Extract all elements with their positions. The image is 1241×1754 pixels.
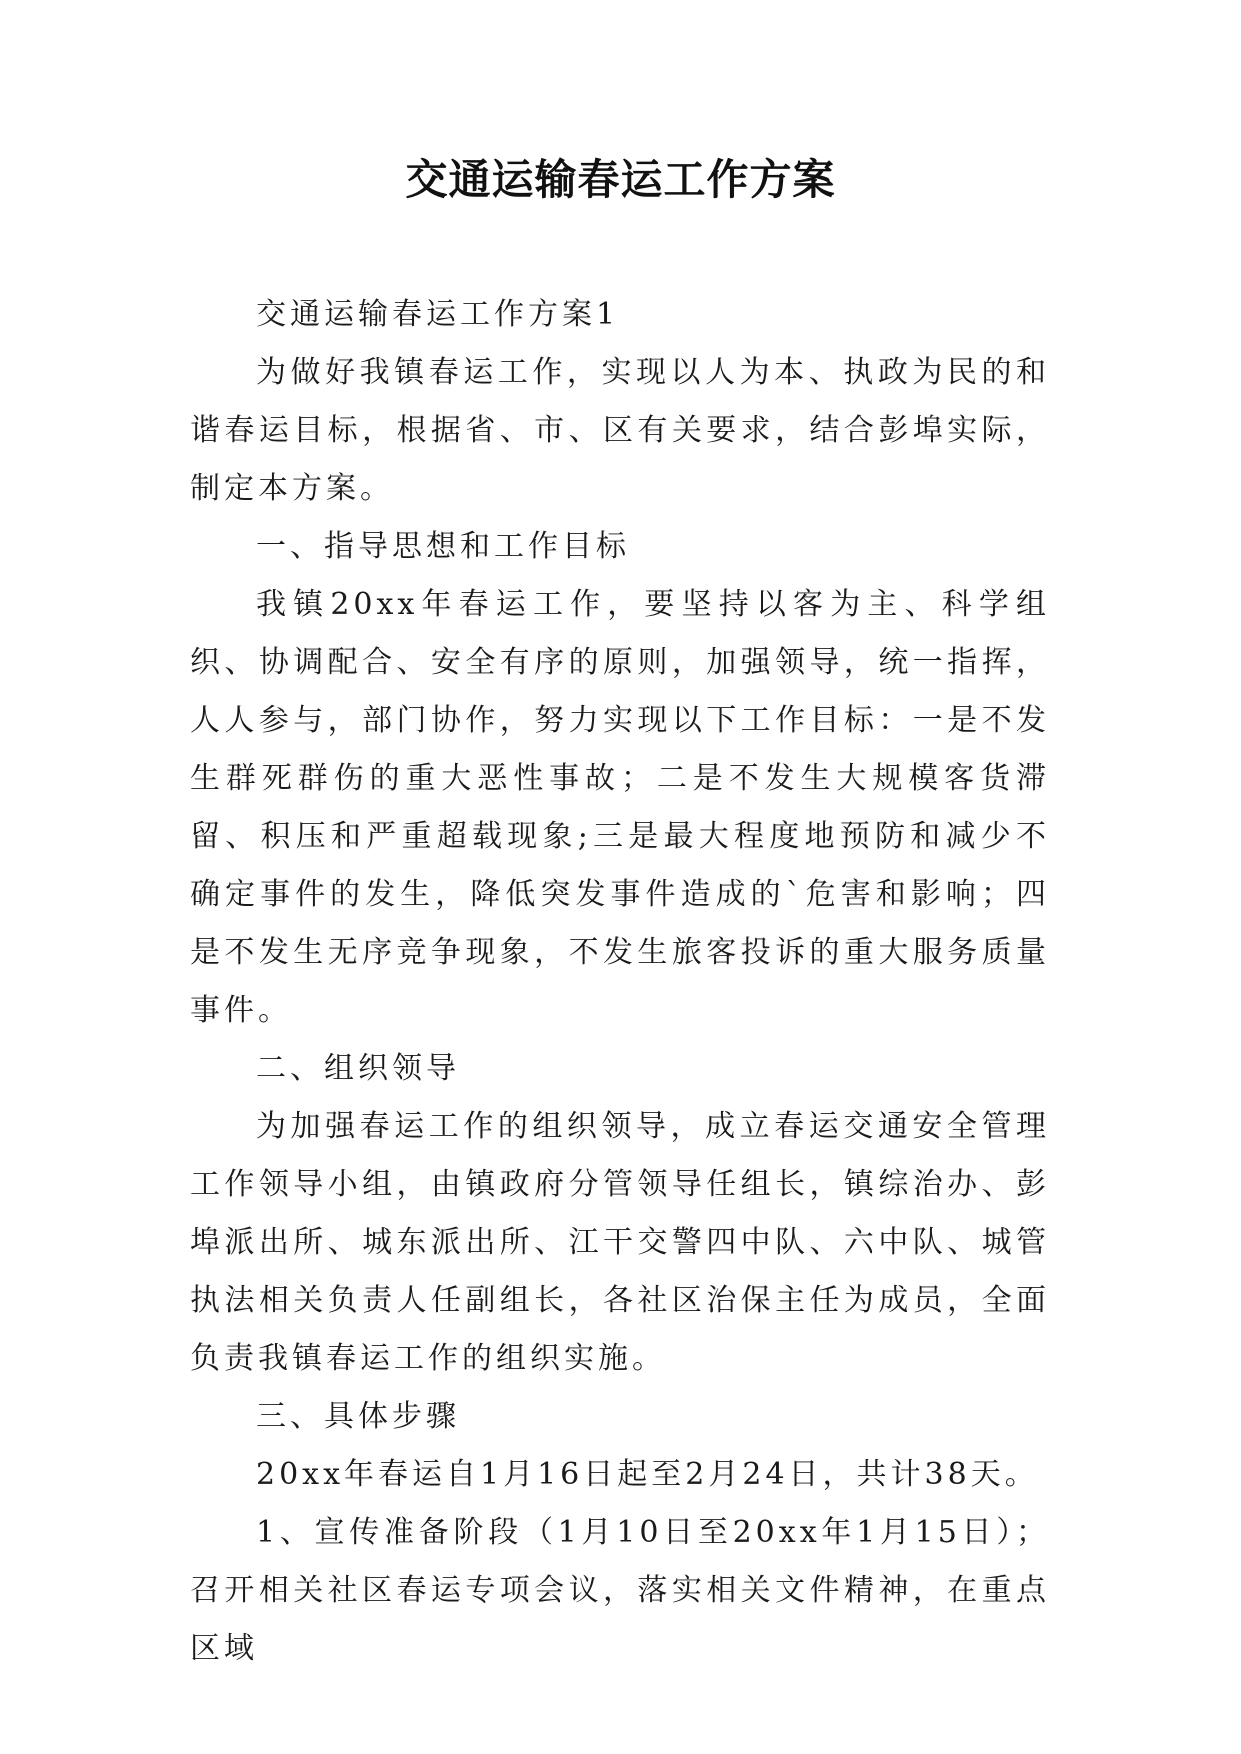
goals-paragraph: 我镇20xx年春运工作，要坚持以客为主、科学组织、协调配合、安全有序的原则，加强领导，统一指挥，人人参与，部门协作，努力实现以下工作目标：一是不发生群死群伤的重大恶性事故；二是不发生大规模客货滞留、积压和严重超载现象;三是最大程度地预防和减少不确定事件的发生，降低突发事件造成的`危害和影响；四是不发生无序竞争现象，不发生旅客投诉的重大服务质量事件。 <box>190 587 1050 1028</box>
intro-paragraph: 为做好我镇春运工作，实现以人为本、执政为民的和谐春运目标，根据省、市、区有关要求，结合彭埠实际，制定本方案。 <box>190 355 1050 506</box>
document-title: 交通运输春运工作方案 <box>405 155 836 204</box>
schedule-paragraph: 20xx年春运自1月16日起至2月24日，共计38天。 <box>256 1457 1039 1492</box>
section-heading-1: 一、指导思想和工作目标 <box>256 529 630 564</box>
step-1-paragraph: 1、宣传准备阶段（1月10日至20xx年1月15日）；召开相关社区春运专项会议，落实相关文件精神，在重点区域 <box>190 1515 1050 1666</box>
section-heading-2: 二、组织领导 <box>256 1051 460 1086</box>
document-body <box>190 286 1050 1678</box>
section-heading-3: 三、具体步骤 <box>256 1399 460 1434</box>
organization-paragraph: 为加强春运工作的组织领导，成立春运交通安全管理工作领导小组，由镇政府分管领导任组长，镇综治办、彭埠派出所、城东派出所、江干交警四中队、六中队、城管执法相关负责人任副组长，各社区治保主任为成员，全面负责我镇春运工作的组织实施。 <box>190 1109 1050 1376</box>
subtitle-paragraph: 交通运输春运工作方案1 <box>256 297 620 332</box>
